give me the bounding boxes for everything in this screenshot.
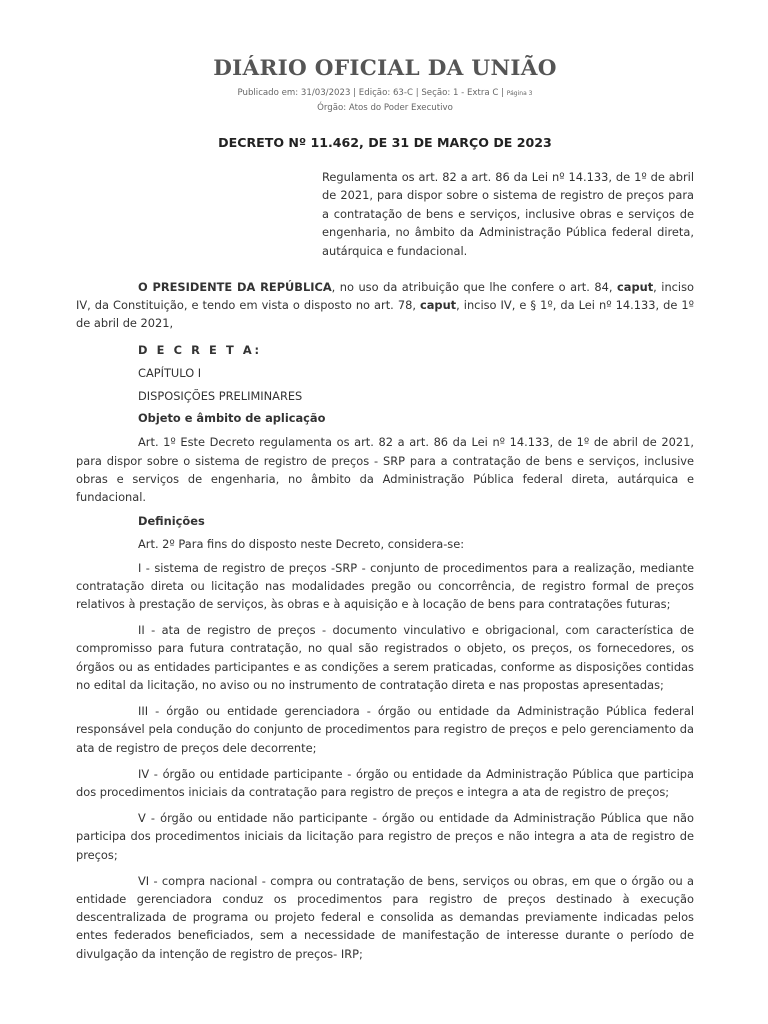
article-1: Art. 1º Este Decreto regulamenta os art. 82 a art. 86 da Lei nº 14.133, de 1º de abril de 2021, para dispor sobre o sistema de registro de preços - SRP para a contratação de bens e serviços, inclusive obras e serviços de engenharia, no âmbito da Administração Pública federal direta, autárquica e fundacional. xyxy=(76,435,694,505)
definition-item: IV - órgão ou entidade participante - órgão ou entidade da Administração Pública que participa dos procedimentos iniciais da contratação para registro de preços e integra a ata de registro de preços; xyxy=(76,766,694,799)
caput-1: caput xyxy=(617,280,654,295)
definition-item: I - sistema de registro de preços -SRP - conjunto de procedimentos para a realização, mediante contratação direta ou licitação nas modalidades pregão ou concorrência, de registro formal de preços relativos à prestação de serviços, às obras e à aquisição e à locação de bens para contratações futuras; xyxy=(76,560,694,612)
chapter-title: DISPOSIÇÕES PRELIMINARES xyxy=(138,389,303,404)
definition-item: V - órgão ou entidade não participante - órgão ou entidade da Administração Pública que não participa dos procedimentos iniciais da licitação para registro de preços e não integra a ata de registro de preços; xyxy=(76,811,694,862)
definition-item: II - ata de registro de preços - documento vinculativo e obrigacional, com característica de compromisso para futura contratação, no qual são registrados o objeto, os preços, os fornecedores, os órgãos ou as entidades participantes e as condições a serem praticadas, conforme as disposições contidas no edital da licitação, no aviso ou no instrumento de contratação direta e nas propostas apresentadas; xyxy=(76,623,694,692)
decree-summary: Regulamenta os art. 82 a art. 86 da Lei nº 14.133, de 1º de abril de 2021, para dispor sobre o sistema de registro de preços para a contratação de bens e serviços, inclusive obras e serviços de engenharia, no âmbito da Administração Pública federal direta, autárquica e fundacional. xyxy=(322,170,694,258)
article-2: Art. 2º Para fins do disposto neste Decreto, considera-se: xyxy=(138,537,465,552)
masthead xyxy=(76,0,694,113)
page-label: Página 3 xyxy=(506,90,533,97)
caput-2: caput xyxy=(419,298,457,313)
publication-info: Publicado em: 31/03/2023 | Edição: 63-C | Seção: 1 - Extra C | xyxy=(237,88,505,98)
publication-meta xyxy=(76,88,694,98)
newspaper-title: DIÁRIO OFICIAL DA UNIÃO xyxy=(213,56,557,81)
preamble-text-1: , no uso da atribuição que lhe confere o art. 84, xyxy=(331,280,617,295)
preamble xyxy=(76,278,694,333)
organ-label: Órgão: Atos do Poder Executivo xyxy=(317,103,453,113)
definition-item: VI - compra nacional - compra ou contratação de bens, serviços ou obras, em que o órgão ou a entidade gerenciadora conduz os procedimentos para registro de preços destinado à execução descentralizada de programa ou projeto federal e consolida as demandas previamente indicadas pelos entes federados beneficiados, sem a necessidade de manifestação de interesse durante o período de divulgação da intenção de registro de preços- IRP; xyxy=(76,873,694,961)
decreta-heading: D E C R E T A: xyxy=(138,342,262,357)
president-label: O PRESIDENTE DA REPÚBLICA xyxy=(138,280,332,295)
section-heading-definitions: Definições xyxy=(138,514,205,529)
preamble-text-2: , inciso IV, da Constituição, e tendo em vista o disposto no art. 78, xyxy=(76,280,694,313)
preamble-text-3: , inciso IV, e § 1º, da Lei nº 14.133, de 1º de abril de 2021, xyxy=(76,298,694,331)
chapter-label: CAPÍTULO I xyxy=(138,365,202,380)
definition-item: III - órgão ou entidade gerenciadora - órgão ou entidade da Administração Pública federal responsável pela condução do conjunto de procedimentos para registro de preços e pelo gerenciamento da ata de registro de preços dele decorrente; xyxy=(76,704,694,755)
section-heading-object: Objeto e âmbito de aplicação xyxy=(138,411,326,426)
decree-title: DECRETO Nº 11.462, DE 31 DE MARÇO DE 2023 xyxy=(218,135,552,150)
